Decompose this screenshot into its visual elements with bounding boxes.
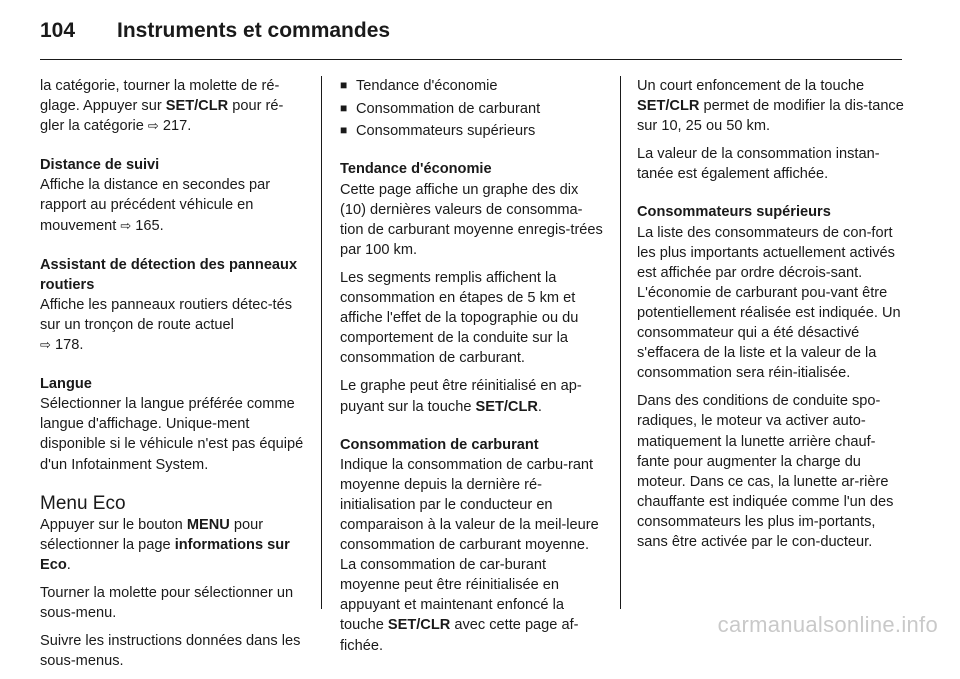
paragraph: Indique la consommation de carbu-rant moyenne depuis la dernière ré-initialisation par le conducteur en comparaison à la valeur de la meil-leure consommation de carburant moyenne. La consommation de car-burant moyenne peut être réinitialisée en appuyant et maintenant enfoncé la touche SET/CLR avec cette page af-fichée.	[340, 456, 599, 654]
cross-reference-icon: ⇨	[40, 338, 51, 354]
section-heading: Langue	[40, 376, 92, 393]
paragraph: Les segments remplis affichent la consommation en étapes de 5 km et affiche l'effet de la topographie ou du comportement de la conduite sur la consommation de carburant.	[340, 269, 579, 367]
paragraph: la catégorie, tourner la molette de ré-glage. Appuyer sur SET/CLR pour ré-gler la catégorie ⇨ 217.	[40, 78, 284, 135]
paragraph: Suivre les instructions données dans les sous-menus.	[40, 633, 301, 670]
paragraph: Affiche la distance en secondes par rapport au précédent véhicule en mouvement ⇨ 165.	[40, 177, 271, 234]
list-item: ■ Consommation de carburant	[340, 99, 605, 119]
column-1	[40, 76, 305, 679]
column-2	[340, 76, 605, 664]
section-heading: Tendance d'économie	[340, 161, 492, 178]
watermark: carmanualsonline.info	[717, 612, 938, 637]
paragraph: Affiche les panneaux routiers détec-tés sur un tronçon de route actuel ⇨ 178.	[40, 296, 293, 354]
list-item: ■ Tendance d'économie	[340, 76, 605, 96]
section-heading: Distance de suivi	[40, 157, 160, 174]
paragraph: Dans des conditions de conduite spo-radiques, le moteur va activer auto-matiquement la lunette arrière chauf-fante pour augmenter la charge du moteur. Dans ce cas, la lunette ar-rière chauffante est indiquée comme l'un des consommateurs les plus im-portants, sans être activée par le con-ducteur.	[637, 393, 894, 550]
page-reference: 165.	[135, 217, 164, 234]
cross-reference-icon: ⇨	[120, 218, 132, 234]
page-reference: 178.	[54, 337, 84, 354]
running-title: Instruments et commandes	[117, 19, 391, 42]
header-rule	[40, 59, 902, 60]
paragraph: Sélectionner la langue préférée comme langue d'affichage. Unique-ment disponible si le véhicule n'est pas équipé d'un Infotainment System.	[40, 396, 304, 473]
paragraph: Un court enfoncement de la touche SET/CLR permet de modifier la dis-tance sur 10, 25 ou 50 km.	[637, 78, 904, 135]
section-heading: Assistant de détection des panneaux routiers	[40, 256, 298, 293]
paragraph: Appuyer sur le bouton MENU pour sélectionner la page informations sur Eco.	[40, 516, 290, 573]
section-heading: Consommateurs supérieurs	[637, 204, 831, 221]
column-divider-1	[321, 76, 322, 609]
paragraph: La valeur de la consommation instan-tanée est également affichée.	[637, 146, 880, 183]
paragraph: Le graphe peut être réinitialisé en ap-puyant sur la touche SET/CLR.	[340, 378, 582, 415]
section-heading: Consommation de carburant	[340, 436, 539, 453]
page-number: 104	[40, 19, 76, 42]
bullet-list	[340, 76, 605, 141]
list-item: ■ Consommateurs supérieurs	[340, 121, 605, 141]
column-divider-2	[620, 76, 621, 609]
column-3	[637, 76, 905, 560]
cross-reference-icon: ⇨	[147, 119, 159, 135]
section-title: Menu Eco	[40, 492, 126, 514]
paragraph: Tourner la molette pour sélectionner un sous-menu.	[40, 584, 294, 621]
paragraph: Cette page affiche un graphe des dix (10) dernières valeurs de consomma-tion de carburant moyenne enregis-trées par 100 km.	[340, 181, 603, 258]
page-reference: 217.	[162, 118, 192, 135]
paragraph: La liste des consommateurs de con-fort les plus importants actuellement activés est affichée par ordre décrois-sant. L'économie de carburant pou-vant être potentiellement réalisée est indiquée. Un consommateur qui a été désactivé s'effacera de la liste et la valeur de la consommation sera réin-itialisée.	[637, 224, 901, 382]
